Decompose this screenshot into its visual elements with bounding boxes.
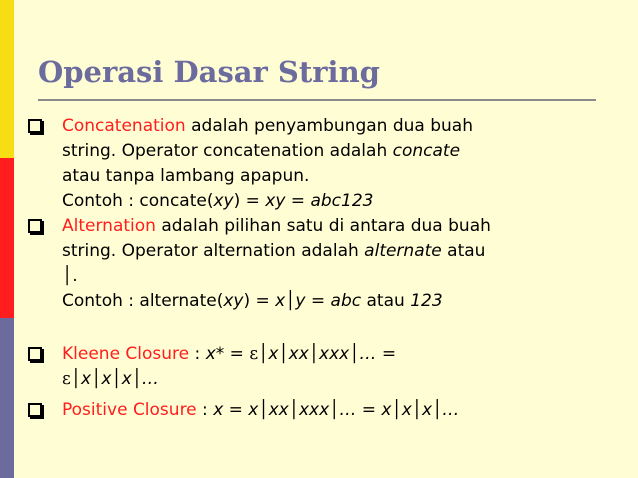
hollow-square-icon (28, 119, 42, 133)
text-segment: ) = (243, 291, 276, 311)
bullet-list (28, 114, 598, 423)
text-segment: 123 (410, 291, 443, 311)
hollow-square-icon (28, 219, 42, 233)
text-segment: Contoh : alternate( (62, 291, 224, 311)
term-highlight: Kleene Closure (62, 344, 190, 364)
text-segment: x│xx│xxx│… = (268, 344, 397, 364)
text-segment: : (189, 344, 206, 364)
text-segment: xy = abc123 (265, 191, 374, 211)
text-segment: x│x│x│… (81, 369, 159, 389)
item-line (62, 264, 598, 289)
text-segment: adalah pilihan satu di antara dua buah (155, 216, 491, 236)
text-segment: atau (441, 241, 486, 261)
text-segment: x = x│xx│xxx│… = x│x│x│… (213, 400, 460, 420)
example-line (62, 189, 598, 214)
text-segment: concate (392, 141, 461, 161)
item-line (62, 114, 598, 139)
spacer (28, 314, 598, 342)
term-highlight: Alternation (62, 216, 156, 236)
decorative-band-yellow (0, 0, 14, 158)
text-segment: ) = (233, 191, 266, 211)
term-highlight: Positive Closure (62, 400, 197, 420)
bullet-item-alternation (28, 214, 598, 314)
term-highlight: Concatenation (62, 116, 186, 136)
item-line (62, 139, 598, 164)
hollow-square-icon (28, 347, 42, 361)
text-segment: xy (213, 191, 234, 211)
item-line (62, 367, 598, 392)
text-segment: string. Operator concatenation adalah (62, 141, 393, 161)
text-segment: x│y = abc (275, 291, 362, 311)
slide-title: Operasi Dasar String (38, 55, 380, 89)
text-segment: atau (361, 291, 411, 311)
bullet-item-concatenation (28, 114, 598, 214)
bullet-item-kleene-closure (28, 342, 598, 392)
title-divider (38, 99, 596, 101)
text-segment: ε│ (62, 369, 82, 389)
text-segment: x* = (205, 344, 250, 364)
text-segment: string. Operator alternation adalah (62, 241, 365, 261)
hollow-square-icon (28, 403, 42, 417)
text-segment: │. (62, 266, 78, 286)
text-segment: : (196, 400, 214, 420)
item-line (62, 239, 598, 264)
bullet-item-positive-closure (28, 398, 598, 423)
item-line (62, 342, 598, 367)
text-segment: Contoh : concate( (62, 191, 214, 211)
text-segment: xy (223, 291, 244, 311)
item-line (62, 398, 598, 423)
item-line (62, 164, 598, 189)
example-line (62, 289, 598, 314)
text-segment: adalah penyambungan dua buah (185, 116, 473, 136)
text-segment: alternate (364, 241, 442, 261)
item-line (62, 214, 598, 239)
text-segment: atau tanpa lambang apapun. (62, 166, 310, 186)
decorative-band-purple (0, 318, 14, 478)
text-segment: ε│ (249, 344, 269, 364)
decorative-band-red (0, 158, 14, 318)
